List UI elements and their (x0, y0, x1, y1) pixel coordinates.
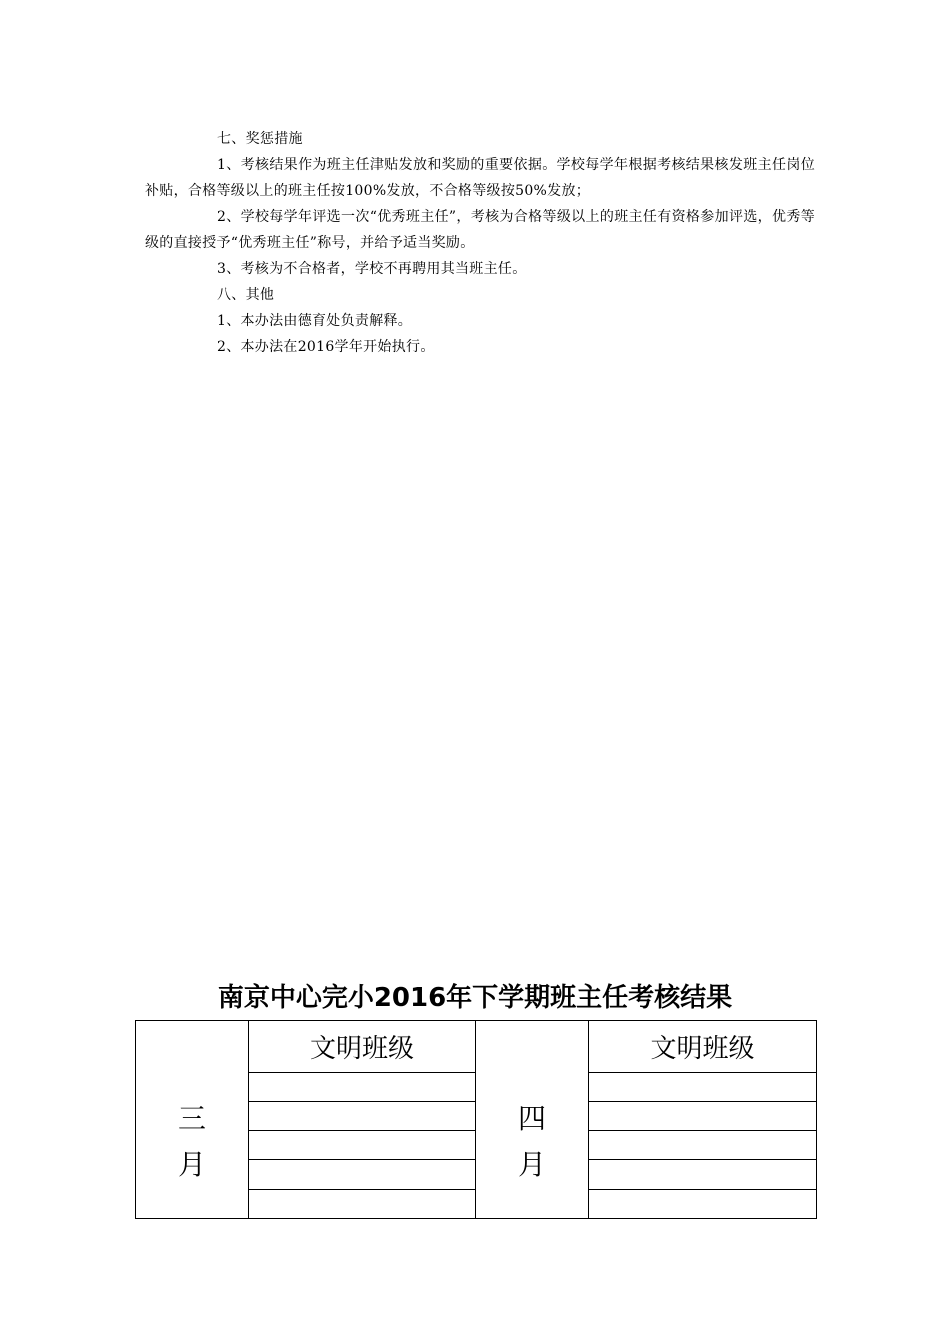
paragraph-other-2: 2、本办法在2016学年开始执行。 (217, 339, 435, 355)
blank-cell (589, 1072, 817, 1101)
document-body (145, 126, 815, 360)
month-char: 三 (177, 1101, 206, 1135)
section-heading-rewards: 七、奖惩措施 (217, 131, 303, 147)
month-char: 月 (517, 1147, 546, 1181)
results-table (135, 1020, 817, 1219)
results-title: 南京中心完小2016年下学期班主任考核结果 (217, 983, 733, 1013)
paragraph-reward-3: 3、考核为不合格者，学校不再聘用其当班主任。 (217, 261, 527, 277)
month-cell-march (136, 1021, 249, 1219)
blank-cell (249, 1189, 476, 1218)
month-char: 四 (517, 1101, 546, 1135)
blank-cell (249, 1131, 476, 1160)
blank-cell (589, 1131, 817, 1160)
paragraph-other-1: 1、本办法由德育处负责解释。 (217, 313, 413, 329)
blank-cell (249, 1101, 476, 1130)
section-heading-other: 八、其他 (217, 287, 275, 303)
blank-cell (249, 1072, 476, 1101)
column-header-civilized-class: 文明班级 (589, 1021, 817, 1073)
paragraph-reward-1: 1、考核结果作为班主任津贴发放和奖励的重要依据。学校每学年根据考核结果核发班主任岗位补贴，合格等级以上的班主任按100%发放，不合格等级按50%发放； (145, 157, 815, 199)
month-char: 月 (177, 1147, 206, 1181)
blank-cell (589, 1189, 817, 1218)
blank-cell (589, 1101, 817, 1130)
column-header-civilized-class: 文明班级 (249, 1021, 476, 1073)
month-cell-april (476, 1021, 589, 1219)
blank-cell (249, 1160, 476, 1189)
blank-cell (589, 1160, 817, 1189)
paragraph-reward-2: 2、学校每学年评选一次“优秀班主任”，考核为合格等级以上的班主任有资格参加评选，优秀等级的直接授予“优秀班主任”称号，并给予适当奖励。 (145, 209, 815, 251)
table-row (136, 1021, 817, 1073)
